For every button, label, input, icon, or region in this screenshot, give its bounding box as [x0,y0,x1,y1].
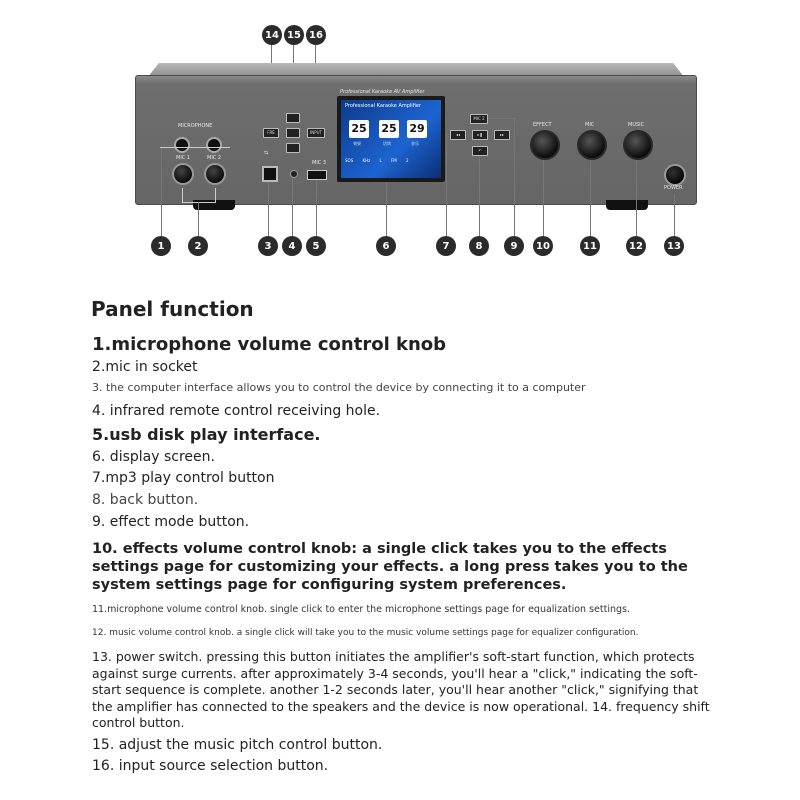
input-source-button[interactable]: INPUT [307,128,325,138]
leader-1 [161,148,162,236]
callout-12: 12 [626,236,646,256]
pitch-down-button[interactable] [286,143,300,153]
item-5: 5.usb disk play interface. [92,425,321,444]
usb-port[interactable] [307,170,327,180]
mic-volume-knob[interactable] [577,130,607,160]
callout-4: 4 [282,236,302,256]
mic2-label: MIC 2 [207,155,222,161]
item-9: 9. effect mode button. [92,514,250,530]
item-7: 7.mp3 play control button [92,470,275,486]
screen-value-mic: 25 [379,120,399,138]
screen-sub-music: 音乐 [411,141,419,146]
item-1: 1.microphone volume control knob [92,334,447,355]
right-foot [606,200,648,210]
leader-10 [543,160,544,236]
screen-sub-effect: 效果 [353,141,361,146]
callout-14: 14 [262,25,282,45]
item-15: 15. adjust the music pitch control button. [92,737,383,753]
item-11: 11.microphone volume control knob. single click to enter the microphone settings page for equalization settings. [92,604,631,615]
screen-title: Professional Karaoke Amplifier [345,103,421,109]
amplifier-front-panel-diagram [0,0,800,280]
computer-interface-port[interactable] [262,166,278,182]
effect-mode-button[interactable]: MIC 2 [470,114,488,124]
leader-3 [268,182,269,236]
item-12: 12. music volume control knob. a single click will take you to the music volume settings page for equalizer configuration. [92,628,639,638]
callout-6: 6 [376,236,396,256]
music-label: MUSIC [628,122,645,128]
leader-9 [514,118,515,236]
infrared-receiver [290,170,298,178]
mp3-play-button[interactable]: ▸❚ [472,130,488,140]
pitch-mid-button[interactable] [286,128,300,138]
item-13: 13. power switch. pressing this button initiates the amplifier's soft-start function, which protects against surge currents. after approximately 3-4 seconds, you'll hear a "click," indicating the soft-start sequence is complete. another 1-2 seconds later, you'll hear another "click," signifying that the amplifier has connected to the speakers and the device is now operational. 14. frequency shift control button. [92,649,710,730]
mic-bracket-top [160,147,230,148]
callout-16: 16 [306,25,326,45]
callout-5: 5 [306,236,326,256]
callout-8: 8 [469,236,489,256]
leader-7 [446,134,447,236]
callout-9: 9 [504,236,524,256]
leader-11 [590,160,591,236]
power-label: POWER [664,185,683,191]
screen-footer: SOS KHz L FM 2 [345,158,409,163]
mp3-prev-button[interactable]: ◂◂ [450,130,466,140]
section-title: Panel function [91,297,254,321]
callout-10: 10 [533,236,553,256]
mic2-volume-knob[interactable] [204,163,226,185]
mic-label: MIC [585,122,595,128]
leader-5 [316,180,317,236]
callout-13: 13 [664,236,684,256]
callout-7: 7 [436,236,456,256]
mic-bracket-bottom [182,188,216,203]
item-6: 6. display screen. [92,449,215,465]
frequency-shift-button[interactable]: FRE [263,128,279,138]
screen-value-effect: 25 [349,120,369,138]
display-screen [337,96,445,182]
item-16: 16. input source selection button. [92,758,329,774]
pc-interface-label: ⇆ [264,150,269,156]
microphone-label: MICROPHONE [178,123,213,129]
chassis-title: Professional Karaoke AV Amplifier [340,89,425,95]
mic1-label: MIC 1 [176,155,191,161]
mic-jack-right[interactable] [206,137,222,153]
usb-label: MIC 3 [312,160,327,166]
effect-volume-knob[interactable] [530,130,560,160]
leader-12 [636,160,637,236]
pitch-up-button[interactable] [286,113,300,123]
callout-1: 1 [151,236,171,256]
effect-label: EFFECT [533,122,552,128]
leader-8 [479,156,480,236]
callout-2: 2 [188,236,208,256]
mic-jack-left[interactable] [174,137,190,153]
power-switch[interactable] [664,164,686,186]
leader-4 [292,178,293,236]
item-2: 2.mic in socket [92,359,198,375]
item-10: 10. effects volume control knob: a single click takes you to the effects settings page for customizing your effects. a long press takes you to the system settings page for configuring system preferences. [92,541,688,593]
item-3: 3. the computer interface allows you to control the device by connecting it to a computer [92,381,586,394]
item-4: 4. infrared remote control receiving hole. [92,403,381,419]
music-volume-knob[interactable] [623,130,653,160]
mic1-volume-knob[interactable] [172,163,194,185]
callout-15: 15 [284,25,304,45]
back-button[interactable]: ↶ [472,146,488,156]
screen-value-music: 29 [407,120,427,138]
item-8: 8. back button. [92,492,199,508]
leader-6 [386,182,387,236]
leader-2 [198,202,199,236]
leader-13 [674,194,675,236]
screen-sub-mic: 话筒 [383,141,391,146]
callout-11: 11 [580,236,600,256]
callout-3: 3 [258,236,278,256]
leader-9-horizontal [488,118,514,119]
mp3-next-button[interactable]: ▸▸ [494,130,510,140]
